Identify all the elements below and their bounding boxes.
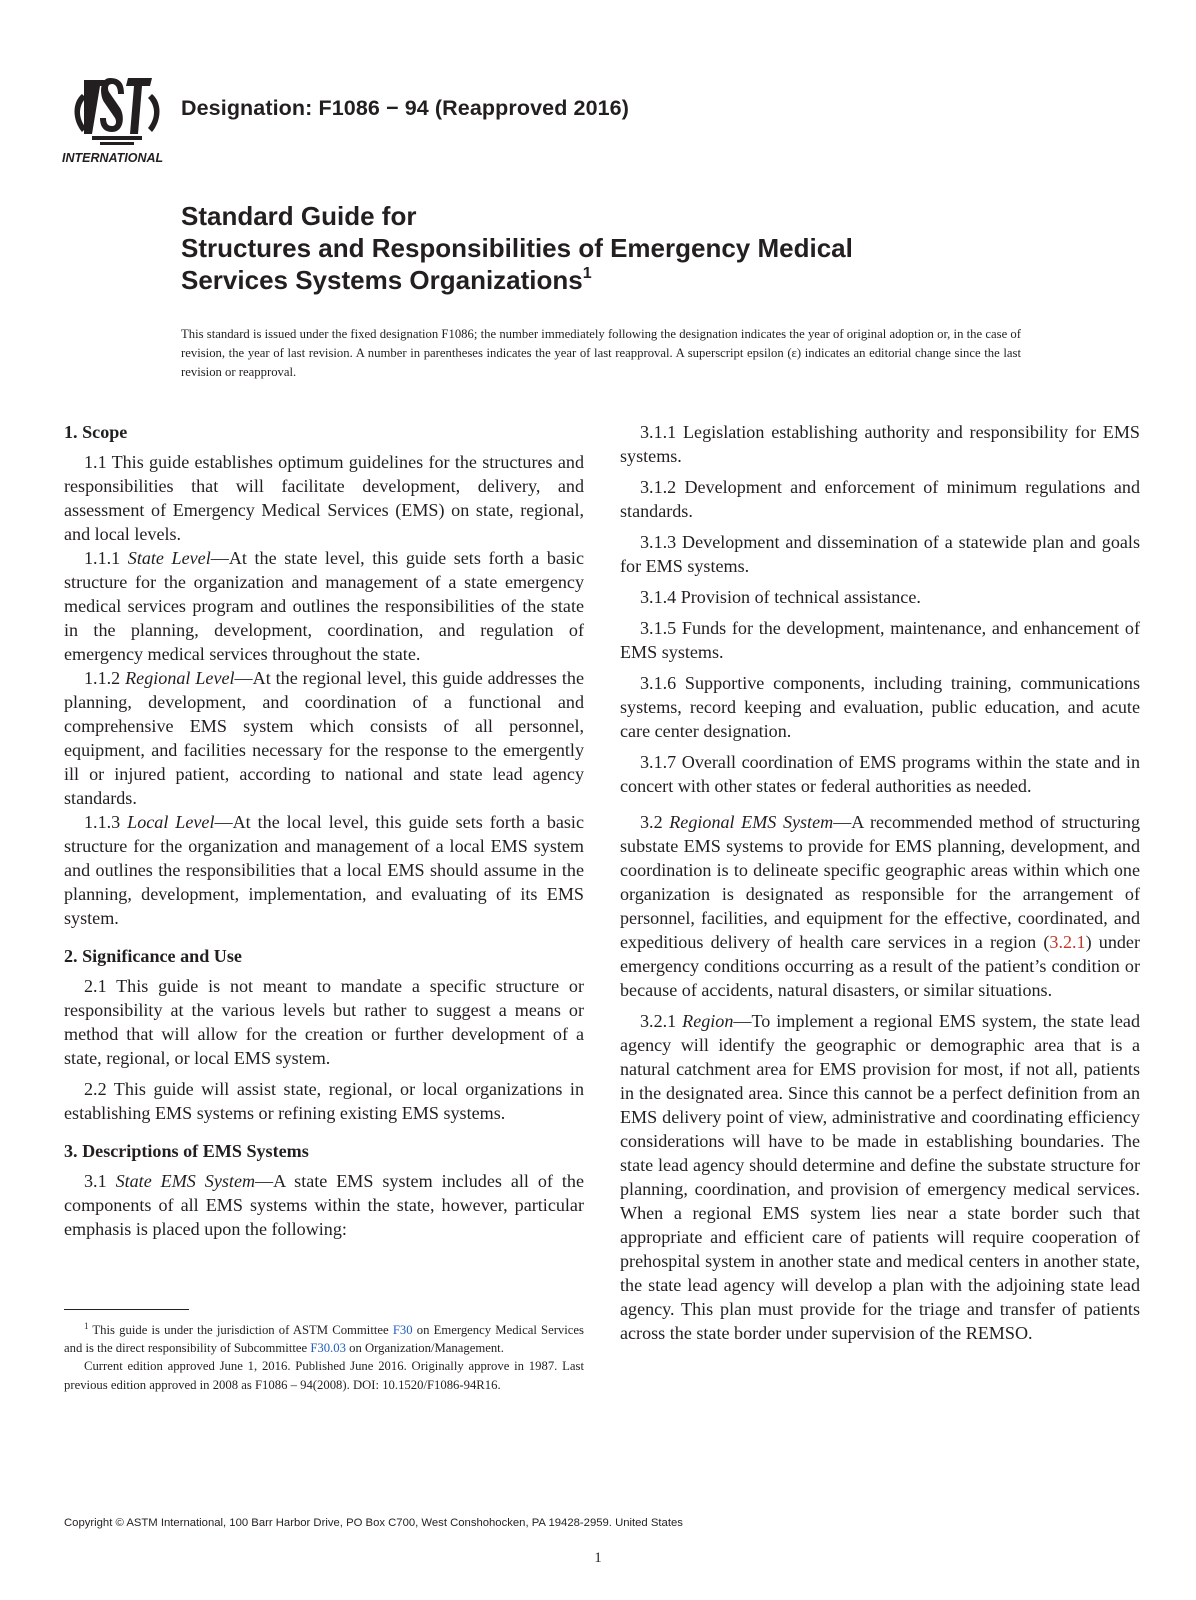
para-1-1-2 xyxy=(64,666,584,810)
para-number: 3.2 xyxy=(640,812,670,832)
title-line-3 xyxy=(181,264,1081,296)
para-3-1-1: 3.1.1 Legislation establishing authority and responsibility for EMS systems. xyxy=(620,422,1140,466)
page-number: 1 xyxy=(594,1550,602,1566)
para-1-1-1 xyxy=(64,546,584,666)
document-title xyxy=(181,200,1081,296)
astm-logo xyxy=(62,74,172,170)
footnote-1 xyxy=(64,1321,584,1357)
cross-reference-link[interactable]: 3.2.1 xyxy=(1049,932,1086,952)
left-column xyxy=(64,420,584,1241)
footnote-divider xyxy=(64,1309,189,1310)
para-number: 1.1.1 xyxy=(84,548,128,568)
para-3-1-2: 3.1.2 Development and enforcement of minimum regulations and standards. xyxy=(620,477,1140,521)
footnote-mark: 1 xyxy=(84,1321,89,1331)
para-text: ) under emergency conditions occurring as a result of the patient’s condition or because of accidents, natural disasters, or similar situations. xyxy=(620,932,1140,1000)
para-text: —At the regional level, this guide addresses the planning, development, and coordination of a functional and comprehensive EMS system which consists of all personnel, equipment, and facilities necessary for the response to the emergently ill or injured patient, according to national and state lead agency standards. xyxy=(64,668,584,808)
para-3-1-3: 3.1.3 Development and dissemination of a statewide plan and goals for EMS systems. xyxy=(620,532,1140,576)
para-text: —To implement a regional EMS system, the state lead agency will identify the geographic or demographic area that is a natural catchment area for EMS provision for most, if not all, patients in the designated area. Since this cannot be a perfect definition from an EMS delivery point of view, administrative and coordinating efficiency considerations will have to be made in establishing boundaries. The state lead agency should determine and define the substate structure for planning, coordination, and provision of emergency medical services. When a regional EMS system lies near a state border such that appropriate and efficient care of patients will require cooperation of prehospital system in another state and medical centers in another state, the state lead agency will develop a plan with the adjoining state lead agency. This plan must provide for the triage and transfer of patients across the state border under supervision of the REMSO. xyxy=(620,1011,1140,1343)
logo-subtext: INTERNATIONAL xyxy=(62,151,164,165)
section-2-heading: 2. Significance and Use xyxy=(64,946,242,966)
footnote-text: on Emergency Medical Services and is the direct responsibility of Subcommittee xyxy=(64,1323,584,1356)
para-text: —At the local level, this guide sets forth a basic structure for the organization and management of a local EMS system and outlines the responsibilities that a local EMS should assume in the planning, development, implementation, and evaluating of its EMS system. xyxy=(64,812,584,928)
para-term: State Level xyxy=(127,548,211,568)
section-3-heading: 3. Descriptions of EMS Systems xyxy=(64,1141,309,1161)
para-text: —A recommended method of structuring substate EMS systems to provide for EMS planning, development, and coordination is to delineate specific geographic areas within which one organization is designated as responsible for the arrangement of personnel, facilities, and equipment for the effective, coordinated, and expeditious delivery of health care services in a region ( xyxy=(620,812,1140,952)
title-line-3-text: Services Systems Organizations xyxy=(181,265,583,295)
para-3-2 xyxy=(620,810,1140,1002)
standard-notice: This standard is issued under the fixed designation F1086; the number immediately following the designation indicates the year of original adoption or, in the case of revision, the year of last revision. A number in parentheses indicates the year of last reapproval. A superscript epsilon (ε) indicates an editorial change since the last revision or reapproval. xyxy=(181,327,1021,379)
para-number: 3.2.1 xyxy=(640,1011,683,1031)
title-line-2: Structures and Responsibilities of Emergency Medical xyxy=(181,233,853,263)
para-term: Region xyxy=(682,1011,734,1031)
footnote-text: on Organization/Management. xyxy=(345,1341,504,1356)
para-3-1-6: 3.1.6 Supportive components, including training, communications systems, record keeping and evaluation, public education, and acute care center designation. xyxy=(620,673,1140,741)
para-term: State EMS System xyxy=(115,1171,256,1191)
designation: Designation: F1086 − 94 (Reapproved 2016) xyxy=(181,96,629,120)
para-3-1-5: 3.1.5 Funds for the development, maintenance, and enhancement of EMS systems. xyxy=(620,618,1140,662)
para-2-2: 2.2 This guide will assist state, regional, or local organizations in establishing EMS systems or refining existing EMS systems. xyxy=(64,1079,584,1123)
para-3-1-7: 3.1.7 Overall coordination of EMS programs within the state and in concert with other states or federal authorities as needed. xyxy=(620,752,1140,796)
para-number: 3.1 xyxy=(84,1171,116,1191)
para-3-2-1 xyxy=(620,1009,1140,1345)
title-footnote-mark: 1 xyxy=(582,265,592,282)
para-2-1: 2.1 This guide is not meant to mandate a specific structure or responsibility at the various levels but rather to suggest a means or method that will allow for the creation or further development of a state, regional, or local EMS system. xyxy=(64,976,584,1068)
para-3-1-4: 3.1.4 Provision of technical assistance. xyxy=(640,587,921,607)
section-1-heading: 1. Scope xyxy=(64,422,128,442)
para-term: Regional EMS System xyxy=(669,812,834,832)
para-1-1-3 xyxy=(64,810,584,930)
para-number: 1.1.2 xyxy=(84,668,126,688)
footnote-2: Current edition approved June 1, 2016. Published June 2016. Originally approve in 1987. Last previous edition approved in 2008 as F1086 – 94(2008). DOI: 10.1520/F1086-94R16. xyxy=(64,1359,584,1392)
footnotes xyxy=(64,1321,584,1394)
para-number: 1.1.3 xyxy=(84,812,128,832)
right-column xyxy=(620,420,1140,1345)
para-term: Regional Level xyxy=(125,668,235,688)
para-text: —A state EMS system includes all of the components of all EMS systems within the state, however, particular emphasis is placed upon the following: xyxy=(64,1171,584,1239)
para-1-1: 1.1 This guide establishes optimum guidelines for the structures and responsibilities that will facilitate development, delivery, and assessment of Emergency Medical Services (EMS) on state, regional, and local levels. xyxy=(64,452,584,544)
committee-link[interactable]: F30 xyxy=(392,1323,413,1337)
copyright-line: Copyright © ASTM International, 100 Barr Harbor Drive, PO Box C700, West Conshohocken, PA 19428-2959. United States xyxy=(64,1517,683,1529)
para-3-1 xyxy=(64,1169,584,1241)
title-line-1: Standard Guide for xyxy=(181,201,417,231)
footnote-text: This guide is under the jurisdiction of ASTM Committee xyxy=(88,1323,393,1337)
para-term: Local Level xyxy=(127,812,215,832)
para-text: —At the state level, this guide sets forth a basic structure for the organization and management of a state emergency medical services program and outlines the responsibilities of the state in the planning, development, coordination, and regulation of emergency medical services throughout the state. xyxy=(64,548,584,664)
subcommittee-link[interactable]: F30.03 xyxy=(310,1341,346,1356)
